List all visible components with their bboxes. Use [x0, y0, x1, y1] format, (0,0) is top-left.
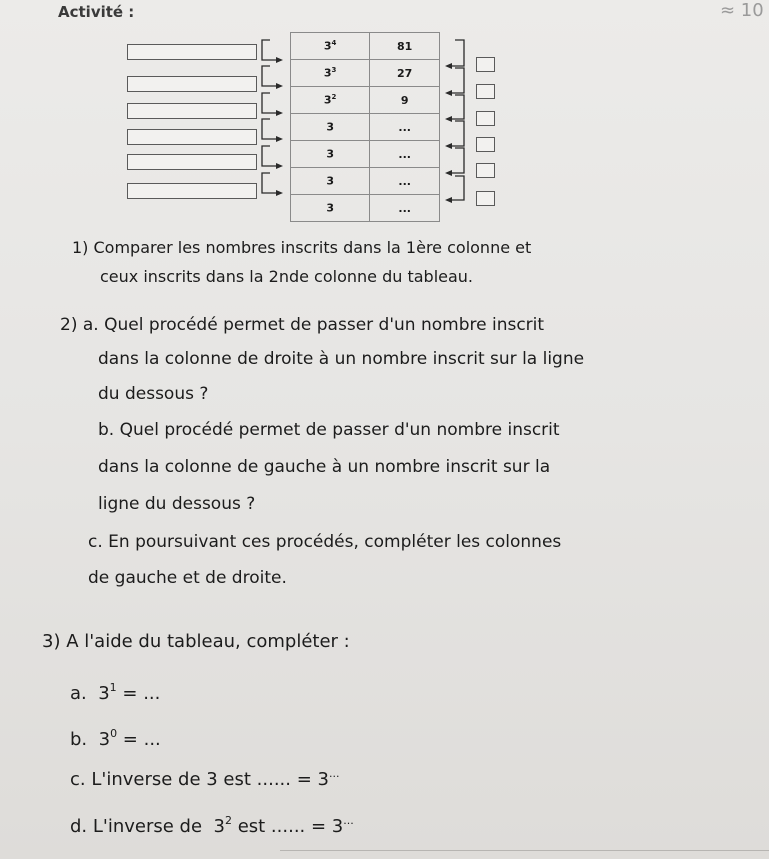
table-cell-value: ...	[370, 141, 440, 168]
question-3-intro: 3) A l'aide du tableau, compléter :	[42, 631, 350, 652]
table-row	[291, 195, 440, 222]
table-cell-value: 9	[370, 87, 440, 114]
question-2a-line-2: dans la colonne de droite à un nombre inscrit sur la ligne	[98, 349, 585, 369]
table-cell-value: 27	[370, 60, 440, 87]
table-cell-value: ...	[370, 168, 440, 195]
question-2c-line-2: de gauche et de droite.	[88, 568, 287, 588]
table-cell-power: $3^2$	[291, 87, 370, 114]
table-row	[291, 60, 440, 87]
powers-table	[290, 32, 440, 222]
table-cell-power: 3	[291, 195, 370, 222]
table-row	[291, 168, 440, 195]
question-1-line-2: ceux inscrits dans la 2nde colonne du tableau.	[100, 267, 474, 286]
question-3b: b. $3^0$ = ...	[70, 727, 161, 750]
table-cell-value: 81	[370, 33, 440, 60]
question-2c-line-1: c. En poursuivant ces procédés, compléter les colonnes	[88, 532, 562, 552]
question-3d: d. L'inverse de $3^2$ est ...... = 3...	[70, 814, 354, 837]
corner-handwritten-mark: ≈ 10	[720, 0, 764, 21]
table-cell-power: 3	[291, 168, 370, 195]
question-3a: a. $3^1$ = ...	[70, 681, 161, 704]
table-cell-power: $3^4$	[291, 33, 370, 60]
table-row	[291, 87, 440, 114]
activity-title: Activité :	[58, 3, 135, 21]
question-2a-line-1: 2) a. Quel procédé permet de passer d'un nombre inscrit	[60, 315, 545, 335]
table-cell-power: $3^3$	[291, 60, 370, 87]
bottom-rule	[280, 850, 769, 851]
table-cell-value: ...	[370, 114, 440, 141]
table-cell-power: 3	[291, 114, 370, 141]
question-2b-line-1: b. Quel procédé permet de passer d'un nombre inscrit	[98, 420, 560, 440]
question-1-line-1: 1) Comparer les nombres inscrits dans la 1ère colonne et	[72, 238, 532, 257]
table-row	[291, 33, 440, 60]
table-cell-value: ...	[370, 195, 440, 222]
table-row	[291, 114, 440, 141]
table-row	[291, 141, 440, 168]
question-2b-line-3: ligne du dessous ?	[98, 494, 256, 514]
question-2b-line-2: dans la colonne de gauche à un nombre inscrit sur la	[98, 457, 551, 477]
question-3c: c. L'inverse de 3 est ...... = 3...	[70, 767, 340, 790]
question-2a-line-3: du dessous ?	[98, 384, 209, 404]
table-cell-power: 3	[291, 141, 370, 168]
